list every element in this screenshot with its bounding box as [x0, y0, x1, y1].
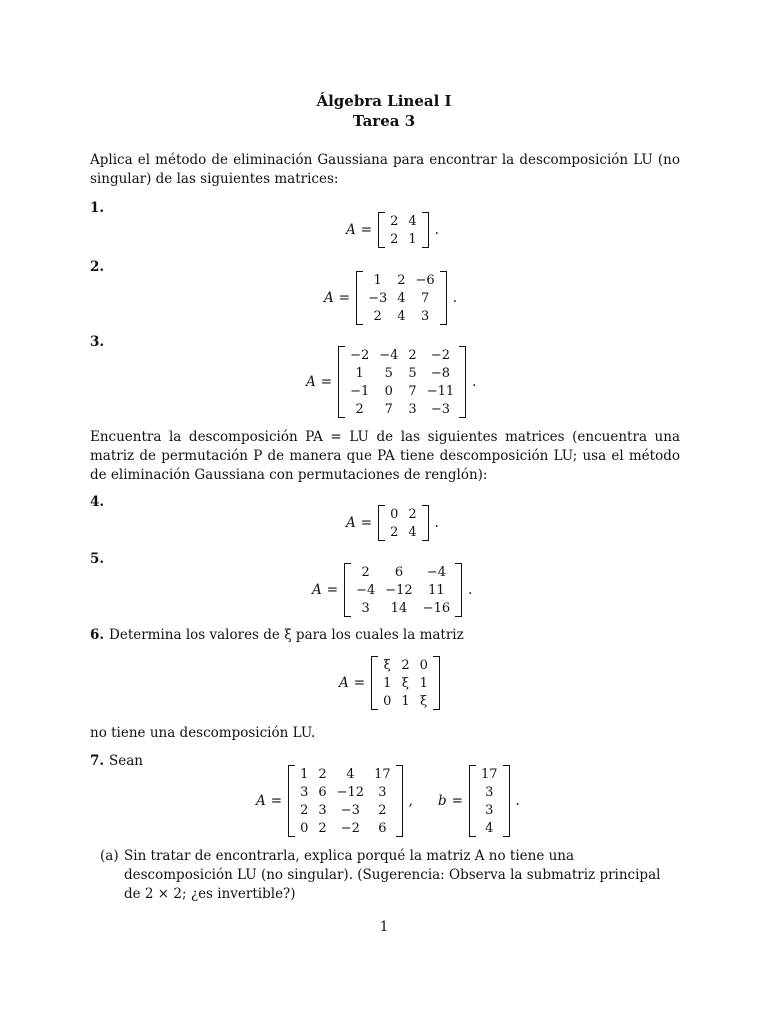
left-bracket: [338, 346, 345, 418]
problem-6-after-text: no tiene una descomposición LU.: [90, 725, 316, 741]
matrix-entry: −3: [368, 290, 388, 306]
matrix-entry: −8: [430, 365, 450, 381]
subquestion-text: Sin tratar de encontrarla, explica porqué la matriz A no tiene una descomposición LU (no singular). (Sugerencia: Observa la submatriz principal de 2 × 2; ¿es invertible?): [124, 848, 661, 902]
matrix-entry: 2: [408, 506, 417, 522]
matrix-label: A =: [346, 222, 373, 238]
matrix-body: [345, 346, 459, 418]
vector-label: b =: [438, 793, 463, 809]
matrix-label: A =: [324, 290, 351, 306]
punctuation: .: [515, 793, 520, 809]
punctuation: .: [434, 515, 439, 531]
matrix-entry: 2: [318, 820, 327, 836]
matrix-label: A =: [256, 793, 283, 809]
problem-1-equation: [346, 212, 439, 248]
right-bracket: [440, 271, 447, 325]
matrix-entry: 1: [383, 675, 392, 691]
document-subtitle: Tarea 3: [352, 112, 416, 130]
matrix-row: [363, 289, 440, 307]
matrix-entry: 17: [374, 766, 391, 782]
matrix-entry: 3: [361, 600, 370, 616]
matrix-entry: −3: [340, 802, 360, 818]
matrix-entry: −3: [430, 401, 450, 417]
matrix-entry: 5: [408, 365, 417, 381]
matrix-row: [345, 382, 459, 400]
matrix-entry: 3: [300, 784, 309, 800]
matrix-entry: 6: [394, 564, 404, 580]
matrix-entry: 2: [390, 524, 399, 540]
matrix-row: [295, 765, 396, 783]
matrix-entry: 3: [408, 401, 417, 417]
matrix-entry: 7: [408, 383, 417, 399]
section-2-intro: Encuentra la descomposición PA = LU de las siguientes matrices (encuentra una matriz de permutación P de manera que PA tiene descomposición LU; usa el método de eliminación Gaussiana con permutaciones de renglón):: [90, 429, 680, 483]
vector-b: [469, 765, 510, 837]
matrix-row: [351, 581, 455, 599]
matrix-entry: ξ: [420, 693, 428, 709]
problem-2-equation: [324, 271, 457, 325]
matrix-row: [385, 505, 422, 523]
left-bracket: [378, 212, 385, 248]
matrix-A: [344, 563, 462, 617]
matrix-body: [295, 765, 396, 837]
right-bracket: [433, 656, 440, 710]
matrix-entry: −4: [356, 582, 376, 598]
matrix-row: [363, 271, 440, 289]
problem-4-number: 4.: [90, 494, 105, 510]
matrix-A: [371, 656, 440, 710]
matrix-entry: −2: [350, 347, 370, 363]
left-bracket: [288, 765, 295, 837]
matrix-entry: 0: [384, 383, 393, 399]
problem-4-equation: [346, 505, 439, 541]
matrix-entry: −2: [430, 347, 450, 363]
right-bracket: [422, 212, 429, 248]
matrix-entry: 2: [397, 272, 406, 288]
matrix-entry: 2: [378, 802, 387, 818]
matrix-entry: 1: [373, 272, 382, 288]
matrix-A: [288, 765, 403, 837]
matrix-body: [385, 212, 422, 248]
matrix-row: [295, 801, 396, 819]
matrix-row: [378, 656, 433, 674]
problem-7-equation-b: [438, 765, 520, 837]
matrix-entry: −4: [426, 564, 446, 580]
matrix-entry: 4: [397, 308, 406, 324]
matrix-entry: −1: [350, 383, 370, 399]
problem-5-number: 5.: [90, 551, 105, 567]
matrix-row: [476, 819, 503, 837]
matrix-entry: 3: [420, 308, 430, 324]
intro-paragraph: Aplica el método de eliminación Gaussiana para encontrar la descomposición LU (no singular) de las siguientes matrices:: [90, 152, 680, 187]
matrix-body: [351, 563, 455, 617]
matrix-row: [363, 307, 440, 325]
matrix-row: [385, 212, 422, 230]
matrix-entry: 2: [390, 231, 399, 247]
matrix-entry: 17: [480, 766, 498, 782]
matrix-A: [356, 271, 447, 325]
right-bracket: [459, 346, 466, 418]
matrix-row: [351, 599, 455, 617]
matrix-entry: 7: [384, 401, 393, 417]
matrix-entry: 3: [378, 784, 387, 800]
matrix-entry: 4: [408, 213, 417, 229]
matrix-entry: 7: [420, 290, 430, 306]
problem-7-number: 7.: [90, 753, 105, 769]
document-title: Álgebra Lineal I: [316, 92, 452, 110]
right-bracket: [503, 765, 510, 837]
matrix-entry: −6: [415, 272, 435, 288]
matrix-row: [385, 230, 422, 248]
punctuation: .: [434, 222, 439, 238]
matrix-A: [378, 505, 429, 541]
matrix-label: A =: [339, 675, 366, 691]
matrix-entry: 2: [355, 401, 364, 417]
left-bracket: [378, 505, 385, 541]
matrix-row: [378, 692, 433, 710]
left-bracket: [356, 271, 363, 325]
problem-7-equation-A: [256, 765, 413, 837]
matrix-entry: 3: [318, 802, 327, 818]
matrix-body: [385, 505, 422, 541]
matrix-entry: 0: [300, 820, 309, 836]
problem-3-equation: [306, 346, 476, 418]
matrix-entry: 0: [419, 657, 428, 673]
matrix-entry: 2: [408, 347, 417, 363]
matrix-entry: 4: [397, 290, 406, 306]
matrix-entry: 0: [383, 693, 392, 709]
matrix-entry: 1: [355, 365, 364, 381]
matrix-row: [476, 765, 503, 783]
punctuation: .: [452, 290, 457, 306]
matrix-entry: 3: [485, 784, 494, 800]
matrix-entry: 11: [428, 582, 445, 598]
punctuation: .: [472, 374, 477, 390]
matrix-entry: 1: [300, 766, 309, 782]
matrix-row: [345, 364, 459, 382]
matrix-entry: 4: [408, 524, 417, 540]
matrix-entry: 6: [378, 820, 387, 836]
matrix-entry: −2: [340, 820, 360, 836]
matrix-entry: 2: [401, 657, 410, 673]
problem-6-equation: [339, 656, 440, 710]
matrix-entry: 0: [390, 506, 399, 522]
matrix-entry: 4: [485, 820, 494, 836]
matrix-row: [351, 563, 455, 581]
left-bracket: [344, 563, 351, 617]
matrix-row: [378, 674, 433, 692]
matrix-entry: 2: [361, 564, 370, 580]
matrix-row: [476, 801, 503, 819]
matrix-entry: 4: [346, 766, 355, 782]
problem-6-number: 6.: [90, 627, 105, 643]
problem-3-number: 3.: [90, 334, 105, 350]
right-bracket: [396, 765, 403, 837]
left-bracket: [371, 656, 378, 710]
matrix-A: [338, 346, 466, 418]
problem-2-number: 2.: [90, 259, 105, 275]
matrix-entry: 1: [419, 675, 428, 691]
problem-1-number: 1.: [90, 200, 105, 216]
matrix-entry: −12: [336, 784, 365, 800]
matrix-row: [385, 523, 422, 541]
page-number: 1: [379, 919, 389, 935]
matrix-entry: 14: [390, 600, 408, 616]
punctuation: ,: [408, 793, 413, 809]
matrix-entry: 1: [401, 693, 410, 709]
matrix-row: [345, 346, 459, 364]
matrix-body: [476, 765, 503, 837]
matrix-row: [295, 783, 396, 801]
matrix-row: [345, 400, 459, 418]
matrix-body: [378, 656, 433, 710]
problem-6-text: Determina los valores de ξ para los cuales la matriz: [109, 627, 464, 643]
matrix-row: [295, 819, 396, 837]
left-bracket: [469, 765, 476, 837]
matrix-entry: −11: [426, 383, 455, 399]
matrix-entry: 6: [318, 784, 327, 800]
right-bracket: [422, 505, 429, 541]
matrix-body: [363, 271, 440, 325]
matrix-entry: ξ: [401, 675, 410, 691]
matrix-entry: −12: [385, 582, 413, 598]
matrix-entry: 3: [485, 802, 494, 818]
right-bracket: [455, 563, 462, 617]
problem-7-text: Sean: [109, 753, 143, 769]
punctuation: .: [468, 582, 473, 598]
matrix-entry: ξ: [383, 657, 391, 673]
matrix-entry: 1: [408, 231, 417, 247]
matrix-A: [378, 212, 429, 248]
matrix-entry: −16: [422, 600, 451, 616]
subquestion-a: [100, 847, 680, 904]
matrix-label: A =: [346, 515, 373, 531]
problem-5-equation: [312, 563, 472, 617]
matrix-row: [476, 783, 503, 801]
matrix-entry: 2: [318, 766, 327, 782]
matrix-entry: 2: [373, 308, 382, 324]
matrix-label: A =: [312, 582, 339, 598]
matrix-entry: 5: [384, 365, 393, 381]
matrix-entry: 2: [300, 802, 309, 818]
matrix-entry: 2: [390, 213, 399, 229]
subquestion-label: (a): [100, 848, 119, 864]
matrix-label: A =: [306, 374, 333, 390]
matrix-entry: −4: [379, 347, 399, 363]
